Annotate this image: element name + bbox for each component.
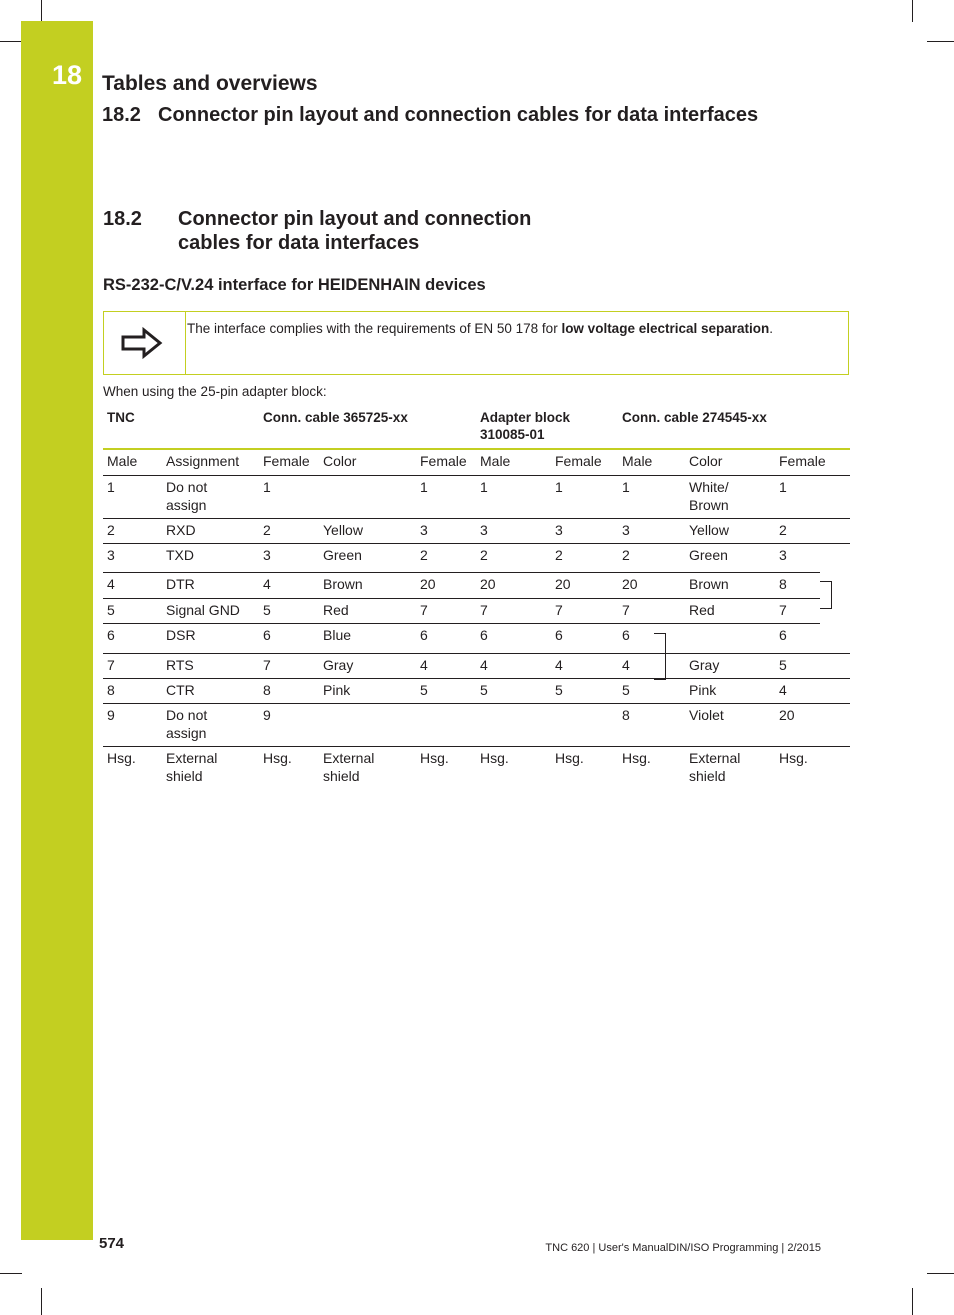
table-cell: 7 [263, 657, 271, 673]
table-cell: 8 [622, 707, 630, 723]
intro-text: When using the 25-pin adapter block: [103, 384, 327, 399]
row-divider [103, 623, 820, 624]
table-cell: 6 [779, 627, 787, 643]
arrow-right-icon [120, 326, 164, 360]
row-divider [103, 678, 850, 679]
section-title: Connector pin layout and connection cables for data interfaces [178, 208, 532, 254]
running-header-title: Connector pin layout and connection cables for data interfaces [158, 104, 759, 126]
table-cell: 4 [779, 682, 787, 698]
crop-mark [41, 1288, 42, 1315]
table-cell: Gray [323, 657, 354, 673]
column-header: Female [263, 453, 310, 469]
table-cell: 8 [779, 576, 787, 592]
table-cell: Hsg. [779, 750, 808, 766]
table-cell: 20 [779, 707, 795, 723]
table-cell: Pink [323, 682, 351, 698]
column-header: Male [622, 453, 653, 469]
table-cell: 5 [779, 657, 787, 673]
table-cell: Do not assign [166, 707, 208, 741]
crop-mark [0, 1273, 22, 1274]
bracket-marker [654, 679, 666, 680]
table-cell: 7 [555, 602, 563, 618]
crop-mark [927, 1273, 954, 1274]
table-cell: 3 [107, 547, 115, 563]
column-header: Color [323, 453, 357, 469]
table-cell: 6 [480, 627, 488, 643]
row-divider [103, 518, 850, 519]
column-header: Female [420, 453, 467, 469]
table-cell: 1 [622, 479, 630, 495]
table-cell: Brown [323, 576, 363, 592]
table-cell: 8 [263, 682, 271, 698]
table-cell: 9 [107, 707, 115, 723]
table-cell: DTR [166, 576, 195, 592]
chapter-tab [21, 21, 93, 1240]
table-cell: 3 [622, 522, 630, 538]
table-cell: Yellow [323, 522, 363, 538]
note-separator [185, 312, 186, 374]
table-cell: 4 [420, 657, 428, 673]
table-cell: Gray [689, 657, 720, 673]
table-cell: 3 [480, 522, 488, 538]
table-cell: Red [689, 602, 715, 618]
column-header: Assignment [166, 453, 240, 469]
table-cell: Brown [689, 576, 729, 592]
group-header-cable-274545: Conn. cable 274545-xx [622, 410, 767, 425]
table-cell: DSR [166, 627, 196, 643]
group-header-tnc: TNC [107, 410, 135, 425]
crop-mark [0, 41, 22, 42]
note-box [103, 311, 849, 375]
table-cell: External shield [166, 750, 218, 784]
table-cell: External shield [323, 750, 375, 784]
table-cell: 3 [555, 522, 563, 538]
table-cell: Yellow [689, 522, 729, 538]
row-divider [103, 572, 820, 573]
group-header-cable-365725: Conn. cable 365725-xx [263, 410, 408, 425]
table-cell: Violet [689, 707, 724, 723]
table-cell: Signal GND [166, 602, 240, 618]
table-cell: 5 [622, 682, 630, 698]
table-cell: 6 [420, 627, 428, 643]
table-cell: 1 [779, 479, 787, 495]
row-divider [689, 653, 850, 654]
table-cell: 2 [107, 522, 115, 538]
table-cell: 3 [263, 547, 271, 563]
bracket-marker [820, 608, 832, 609]
table-cell: 4 [107, 576, 115, 592]
row-divider [103, 543, 850, 544]
crop-mark [912, 0, 913, 22]
table-cell: 1 [263, 479, 271, 495]
column-header: Color [689, 453, 723, 469]
table-cell: 7 [480, 602, 488, 618]
table-cell: 1 [107, 479, 115, 495]
section-number: 18.2 [103, 208, 142, 230]
table-cell: 7 [107, 657, 115, 673]
table-cell: 20 [555, 576, 571, 592]
table-cell: 7 [622, 602, 630, 618]
table-cell: 5 [263, 602, 271, 618]
crop-mark [927, 41, 954, 42]
table-cell: White/ Brown [689, 479, 729, 513]
table-cell: 3 [420, 522, 428, 538]
bracket-marker [665, 633, 666, 680]
table-cell: 1 [480, 479, 488, 495]
table-cell: 4 [622, 657, 630, 673]
table-cell: 7 [420, 602, 428, 618]
table-cell: 20 [622, 576, 638, 592]
table-cell: 1 [420, 479, 428, 495]
column-header: Male [480, 453, 511, 469]
table-cell: External shield [689, 750, 741, 784]
table-cell: 2 [420, 547, 428, 563]
row-divider [103, 598, 820, 599]
table-cell: Hsg. [107, 750, 136, 766]
table-cell: 2 [622, 547, 630, 563]
row-divider [103, 746, 850, 747]
column-header: Female [779, 453, 826, 469]
table-cell: 8 [107, 682, 115, 698]
subsection-title: RS-232-C/V.24 interface for HEIDENHAIN devices [103, 276, 486, 294]
page-number: 574 [99, 1235, 125, 1252]
table-cell: Hsg. [622, 750, 651, 766]
table-cell: Pink [689, 682, 717, 698]
bracket-marker [831, 581, 832, 609]
column-header: Male [107, 453, 138, 469]
row-divider [103, 475, 850, 476]
table-cell: TXD [166, 547, 194, 563]
running-header [102, 104, 758, 127]
table-cell: 5 [107, 602, 115, 618]
table-cell: Do not assign [166, 479, 208, 513]
table-cell: 1 [555, 479, 563, 495]
running-header-number: 18.2 [102, 104, 141, 126]
table-cell: Green [689, 547, 728, 563]
table-cell: 20 [480, 576, 496, 592]
table-cell: RXD [166, 522, 196, 538]
table-cell: 20 [420, 576, 436, 592]
table-cell: 2 [555, 547, 563, 563]
header-rule [103, 448, 850, 450]
table-cell: 9 [263, 707, 271, 723]
table-cell: Red [323, 602, 349, 618]
table-cell: Hsg. [555, 750, 584, 766]
table-cell: 7 [779, 602, 787, 618]
table-cell: 6 [555, 627, 563, 643]
footer-doc-info: TNC 620 | User's ManualDIN/ISO Programming | 2/2015 [545, 1242, 821, 1254]
table-cell: 2 [480, 547, 488, 563]
chapter-number: 18 [52, 60, 83, 90]
table-cell: Hsg. [420, 750, 449, 766]
table-cell: 4 [263, 576, 271, 592]
table-cell: Blue [323, 627, 352, 643]
note-text: The interface complies with the requirements of EN 50 178 for low voltage electrical separation. [187, 321, 774, 336]
row-divider [103, 703, 850, 704]
table-cell: RTS [166, 657, 194, 673]
table-cell: 2 [779, 522, 787, 538]
table-cell: 3 [779, 547, 787, 563]
table-cell: Hsg. [263, 750, 292, 766]
crop-mark [912, 1288, 913, 1315]
table-cell: 6 [263, 627, 271, 643]
table-cell: 5 [420, 682, 428, 698]
table-cell: Green [323, 547, 362, 563]
crop-mark [41, 0, 42, 22]
table-cell: 2 [263, 522, 271, 538]
chapter-title: Tables and overviews [102, 72, 318, 95]
table-cell: 4 [555, 657, 563, 673]
table-cell: 4 [480, 657, 488, 673]
table-cell: 5 [555, 682, 563, 698]
table-cell: 6 [107, 627, 115, 643]
table-cell: 6 [622, 627, 630, 643]
column-header: Female [555, 453, 602, 469]
table-cell: 5 [480, 682, 488, 698]
table-cell: CTR [166, 682, 195, 698]
group-header-adapter-block: Adapter block 310085-01 [480, 410, 571, 442]
table-cell: Hsg. [480, 750, 509, 766]
